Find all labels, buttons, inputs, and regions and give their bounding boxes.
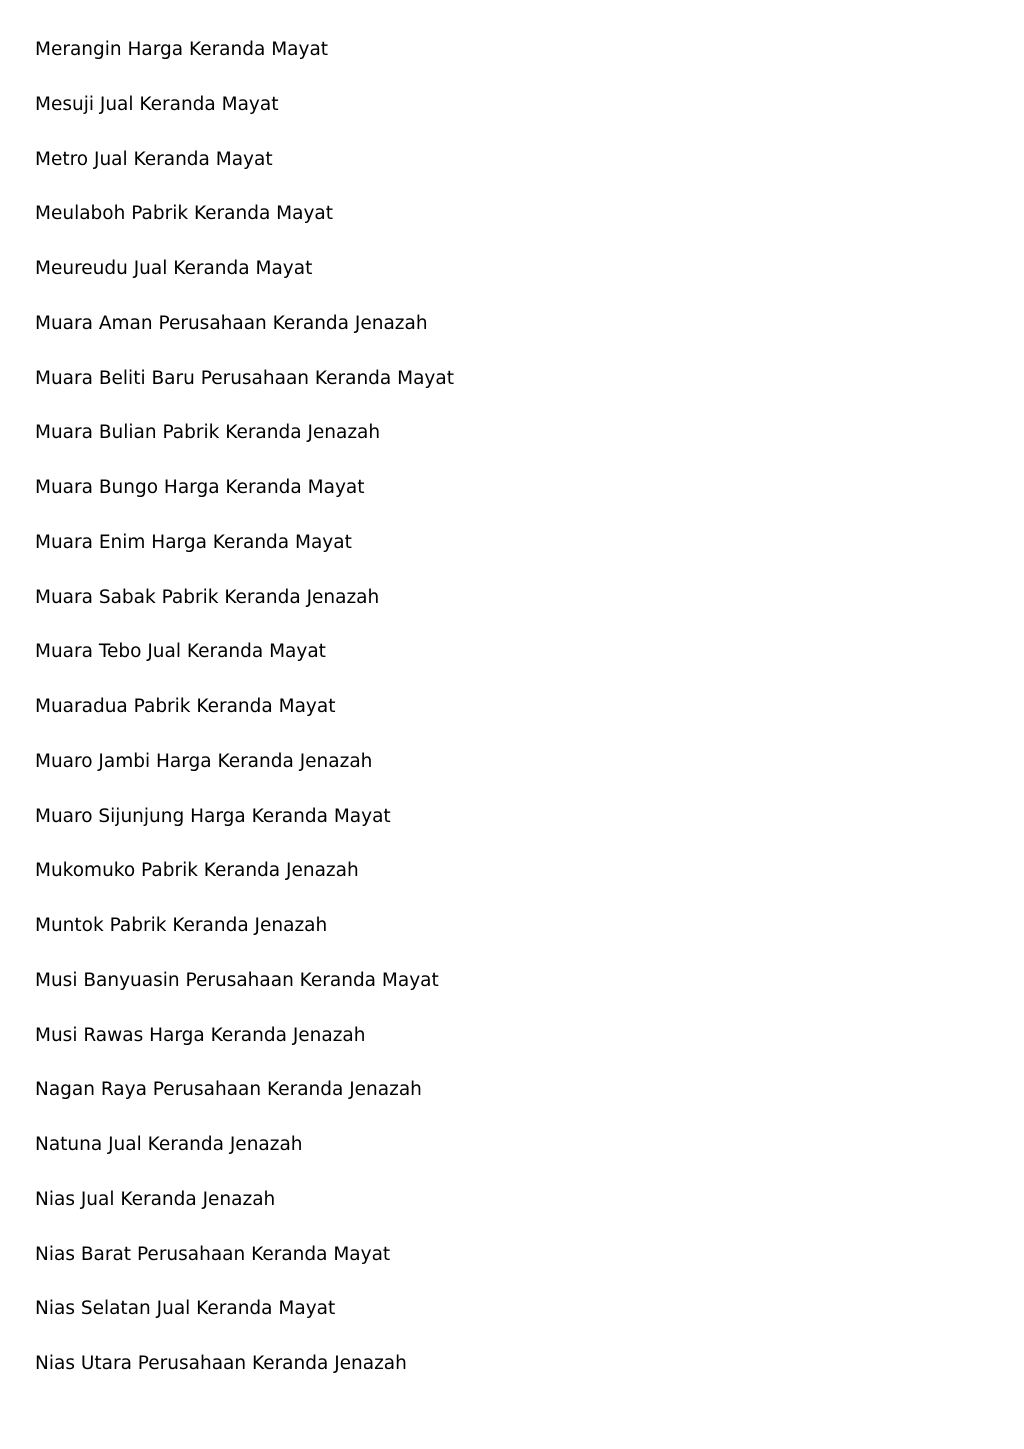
list-item: Nias Barat Perusahaan Keranda Mayat xyxy=(35,1243,391,1265)
list-item: Merangin Harga Keranda Mayat xyxy=(35,39,329,60)
list-item: Muara Beliti Baru Perusahaan Keranda Mayat xyxy=(35,367,454,389)
list-item: Muara Bungo Harga Keranda Mayat xyxy=(35,477,365,498)
document-page xyxy=(35,36,995,1405)
list-item: Musi Rawas Harga Keranda Jenazah xyxy=(35,1024,366,1046)
list-item: Muara Enim Harga Keranda Mayat xyxy=(35,531,352,553)
list-item: Nagan Raya Perusahaan Keranda Jenazah xyxy=(35,1079,422,1101)
list-item: Natuna Jual Keranda Jenazah xyxy=(35,1134,303,1155)
list-item: Muara Aman Perusahaan Keranda Jenazah xyxy=(35,312,428,334)
list-item: Mukomuko Pabrik Keranda Jenazah xyxy=(35,860,359,882)
list-item: Nias Utara Perusahaan Keranda Jenazah xyxy=(35,1353,407,1374)
list-item: Muaradua Pabrik Keranda Mayat xyxy=(35,696,336,717)
list-item: Nias Jual Keranda Jenazah xyxy=(35,1188,276,1210)
list-item: Muntok Pabrik Keranda Jenazah xyxy=(35,915,328,936)
list-item: Muara Tebo Jual Keranda Mayat xyxy=(35,641,326,663)
list-item: Nias Selatan Jual Keranda Mayat xyxy=(35,1298,336,1320)
list-item: Muaro Sijunjung Harga Keranda Mayat xyxy=(35,805,391,827)
list-item: Musi Banyuasin Perusahaan Keranda Mayat xyxy=(35,969,439,991)
entry-list xyxy=(35,36,995,1405)
list-item: Meureudu Jual Keranda Mayat xyxy=(35,258,313,279)
list-item: Meulaboh Pabrik Keranda Mayat xyxy=(35,203,334,225)
list-item: Muara Sabak Pabrik Keranda Jenazah xyxy=(35,586,380,608)
list-item: Muaro Jambi Harga Keranda Jenazah xyxy=(35,750,373,772)
list-item: Metro Jual Keranda Mayat xyxy=(35,148,273,170)
list-item: Muara Bulian Pabrik Keranda Jenazah xyxy=(35,422,381,444)
list-item: Mesuji Jual Keranda Mayat xyxy=(35,93,279,115)
